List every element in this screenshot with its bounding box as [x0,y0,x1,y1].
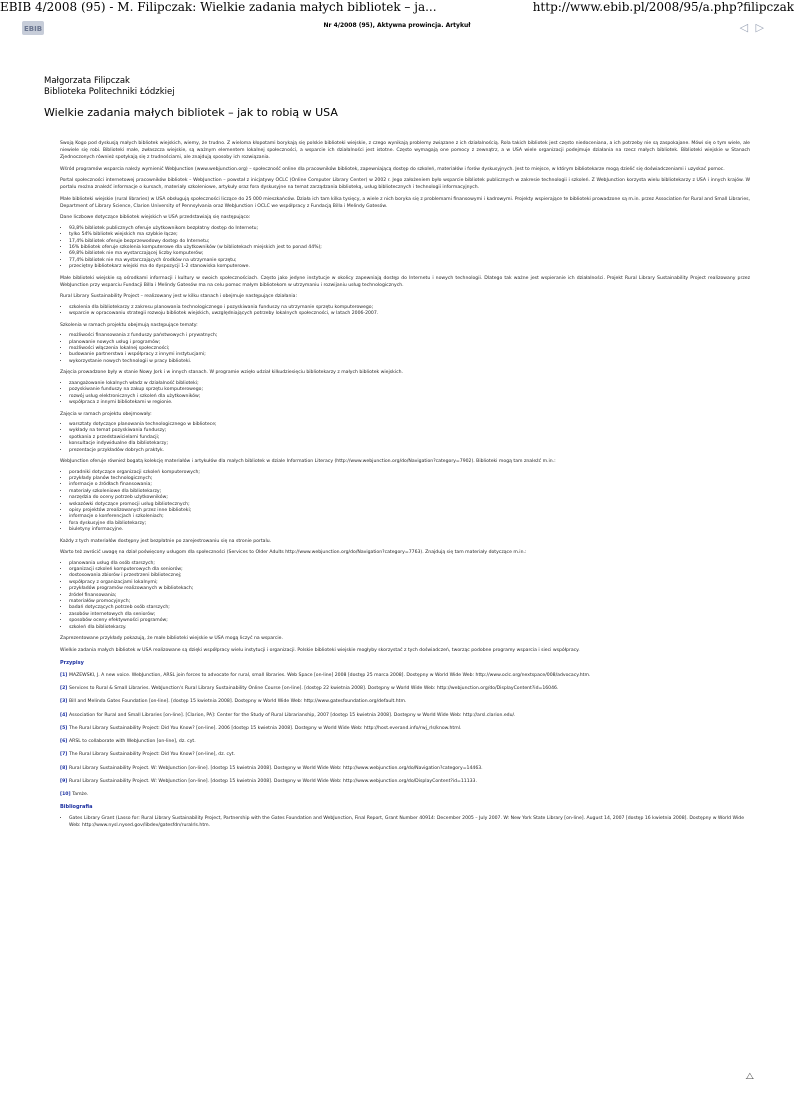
footnote-number[interactable]: [10] [60,791,73,797]
paragraph: Każdy z tych materiałów dostępny jest bezpłatnie po zarejestrowaniu się na stronie portalu. [60,538,272,544]
paragraph: Portal społeczności internetowej pracowników bibliotek – WebJunction – powstał z inicjatywy OCLC (Online Computer Library Center) w 2002 r. Jego założeniem było wsparcie bibliotek publicznych w zakresie technologii i szkoleń. Z WebJunction korzysta wielu bibliotekarzy z USA i innych krajów. W portalu można znaleźć informacje o kursach, materiały szkoleniowe, artykuły oraz fora dyskusyjne na temat zarządzania biblioteką, usług bibliotecznych i technologii informacyjnych. [60,178,750,191]
list-item: • przykładów programów realizowanych w bibliotekach; [69,586,750,592]
bullet-list [60,561,750,631]
bibliography-list [60,816,750,829]
list-item: • zasobów internetowych dla seniorów; [69,612,750,618]
footnote [60,751,750,758]
list-item: • współpracy z organizacjami lokalnymi; [69,580,750,586]
list-item: • prezentacje przykładów dobrych praktyk. [69,448,750,454]
print-header [0,0,794,18]
back-to-top-icon[interactable]: ⧍ [745,1072,754,1082]
list-item: • przykłady planów technologicznych; [69,476,750,482]
list-item: • badań dotyczących potrzeb osób starszych; [69,605,750,611]
list-item: • wykorzystanie nowych technologii w pracy biblioteki. [69,359,750,365]
list-item: • informacje o konferencjach i szkoleniach; [69,514,750,520]
footnote-text: Bill and Melinda Gates Foundation [on-line]. [dostęp 15 kwietnia 2008]. Dostępny w World Wide Web: http://www.gatesfoundation.org/default.htm. [69,699,407,705]
issue-line: Nr 4/2008 (95), Aktywna prowincja. Artykuł [323,22,471,29]
print-header-title: EBIB 4/2008 (95) - M. Filipczak: Wielkie zadania małych bibliotek – ja... [0,0,437,14]
footnote [60,765,750,772]
list-item: • wsparcie w opracowaniu strategii rozwoju bibliotek wiejskich, uwzględniających potrzeby lokalnych społeczności, w latach 2006-2007. [69,311,750,317]
footnote-number[interactable]: [9] [60,778,69,784]
list-item: • materiały szkoleniowe dla bibliotekarzy; [69,489,750,495]
footnotes-list [60,672,750,798]
bullet-list [60,381,750,407]
footnote-number[interactable]: [3] [60,699,69,705]
list-item: • informacje o źródłach finansowania; [69,482,750,488]
article-body [60,140,750,833]
paragraph: Zajęcia w ramach projektu obejmowały: [60,411,152,417]
bullet-list [60,470,750,534]
paragraph: Zaprezentowane przykłady pokazują, że małe biblioteki wiejskie w USA mogą liczyć na wsparcie. [60,636,283,642]
footnotes-heading: Przypisy [60,659,84,666]
list-item: • fora dyskusyjne dla bibliotekarzy; [69,521,750,527]
list-item: • szkoleń dla bibliotekarzy. [69,625,750,631]
list-item: • materiałów promocyjnych; [69,599,750,605]
list-item: • narzędzia do oceny potrzeb użytkowników; [69,495,750,501]
footnote-number[interactable]: [6] [60,739,69,745]
footnote-text: The Rural Library Sustainability Project: Did You Know? [on-line]. 2006 [dostęp 15 kwietnia 2008]. Dostępny w World Wide Web: http://host.everand.info/rwj_rls/know.html. [69,725,462,731]
footnote-text: ARSL to collaborate with WebJunction [on-line], dz. cyt. [69,739,196,745]
paragraph: Swoją Kogo pod dyskusją małych bibliotek wiejskich, wiemy, że trudno. Z wieloma kłopotami borykają się polskie biblioteki wiejskie, z czego wynikają problemy związane z ich działalnością. Rola takich bibliotek jest często niedoceniana, a ich potrzeby nie są zaspokajane. Mówi się o tym wiele, ale niewiele się robi. Biblioteki małe, zwłaszcza wiejskie, są ważnym elementem lokalnej społeczności, a wsparcie ich działalności jest istotne. Często wymagają one pomocy z zewnątrz, a w USA wiele organizacji podejmuje działania na rzecz małych bibliotek. Biblioteki wiejskie w Stanach Zjednoczonych również spotykają się z trudnościami, ale znajdują sposoby ich rozwiązania. [60,141,750,161]
footnote-text: MAZEWSKI, J. A new voice. WebJunction, ARSL join forces to advocate for rural, small libraries. Web Space [on-line] 2008 [dostęp 25 marca 2008]. Dostępny w World Wide Web: http://www.oclc.org/nextspace/008/advocacy.htm. [69,673,591,679]
list-item: • dostosowania zbiorów i przestrzeni bibliotecznej; [69,573,750,579]
paragraph: Rural Library Sustainability Project – realizowany jest w kilku stanach i obejmuje następujące działania: [60,294,298,300]
bullet-list [60,226,750,271]
footnote [60,685,750,692]
list-item: • warsztaty dotyczące planowania technologicznego w bibliotece; [69,422,750,428]
list-item: • 77,4% bibliotek nie ma wystarczających środków na utrzymanie sprzętu; [69,258,750,264]
footnote-text: Rural Library Sustainability Project. W: WebJunction [on-line]. [dostęp 15 kwietnia 2008]. Dostępny w World Wide Web: http://www.webjunction.org/do/Navigation?category=14463. [69,765,483,771]
list-item: • 16% bibliotek oferuje szkolenia komputerowe dla użytkowników (w bibliotekach miejskich jest to ponad 44%); [69,245,750,251]
bibliography-item: • Gates Library Grant (Lasso for: Rural Library Sustainability Project, Partnership with the Gates Foundation and WebJunction, Final Report, Grant Number 40914: December 2005 – July 2007. W: New York State Library [on-line]. August 14, 2007 [dostęp 16 kwietnia 2008]. Dostępny w World Wide Web: http://www.nysl.nysed.gov/libdev/gatesfdn/ruralrls.htm. [69,816,750,829]
list-item: • 69,8% bibliotek nie ma wystarczającej liczby komputerów; [69,251,750,257]
paragraph: Małe biblioteki wiejskie (rural libraries) w USA obsługują społeczności liczące do 25 000 mieszkańców. Działa ich tam kilka tysięcy, a wiele z nich boryka się z problemami finansowymi i kadrowymi. Projekty wspierające te biblioteki prowadzone są m.in. przez Association for Rural and Small Libraries, Department of Library Science, Clarion University of Pennsylvania oraz WebJunction i OCLC we współpracy z Fundacją Billa i Melindy Gatesów. [60,196,750,209]
footnote [60,738,750,745]
paragraph: Warto też zwrócić uwagę na dział poświęcony usługom dla społeczności (Services to Older Adults http://www.webjunction.org/do/Navigation?category=7763). Znajdują się tam materiały dotyczące m.in.: [60,550,527,556]
bullet-list [60,305,750,318]
footnote-text: Association for Rural and Small Libraries [on-line]. [Clarion, PA]: Center for the Study of Rural Librarianship, 2007 [dostęp 15 kwietnia 2008]. Dostępny w World Wide Web: http://arsl.clarion.edu/. [69,712,516,718]
list-item: • planowanie nowych usług i programów; [69,340,750,346]
list-item: • zaangażowanie lokalnych władz w działalność biblioteki; [69,381,750,387]
nav-bar [0,18,794,38]
paragraph: Małe biblioteki wiejskie są ośrodkami informacji i kultury w swoich społecznościach. Często jako jedyne instytucje w okolicy zapewniają dostęp do Internetu i nowych technologii. Dlatego tak ważne jest wspieranie ich działalności. Projekt Rural Library Sustainability Project realizowany przez WebJunction przy wsparciu Fundacji Billa i Melindy Gatesów ma na celu pomoc małym bibliotekom w utrzymaniu i rozwijaniu usług technologicznych. [60,275,750,288]
list-item: • poradniki dotyczące organizacji szkoleń komputerowych; [69,470,750,476]
paragraph: Wśród programów wsparcia należy wymienić WebJunction (www.webjunction.org) – społeczność online dla pracowników bibliotek, zapewniającą dostęp do szkoleń, materiałów i forów dyskusyjnych. Jest to miejsce, w którym bibliotekarze mogą dzielić się doświadczeniami i uzyskać pomoc. [60,166,725,172]
list-item: • spotkania z przedstawicielami fundacji; [69,435,750,441]
list-item: • opisy projektów zrealizowanych przez inne biblioteki; [69,508,750,514]
footnote [60,698,750,705]
list-item: • pozyskiwanie funduszy na zakup sprzętu komputerowego; [69,387,750,393]
list-item: • szkolenia dla bibliotekarzy z zakresu planowania technologicznego i pozyskiwania funduszy na utrzymanie sprzętu komputerowego; [69,305,750,311]
list-item: • budowanie partnerstwa i współpracy z innymi instytucjami; [69,352,750,358]
footnote-text: Tamże. [72,791,89,797]
bullet-list [60,422,750,454]
author-name: Małgorzata Filipczak [44,76,130,86]
footnote-number[interactable]: [5] [60,725,69,731]
svg-text:EBIB: EBIB [23,25,43,33]
list-item: • wskazówki dotyczące promocji usług bibliotecznych; [69,502,750,508]
footnote [60,672,750,679]
paragraph: Wielkie zadania małych bibliotek w USA realizowane są dzięki współpracy wielu instytucji i organizacji. Polskie biblioteki wiejskie mogłyby skorzystać z tych doświadczeń, tworząc podobne programy wsparcia i sieci współpracy. [60,647,580,653]
list-item: • możliwości włączenia lokalnej społeczności; [69,346,750,352]
paragraph: Szkolenia w ramach projektu obejmują następujące tematy: [60,322,198,328]
footnote [60,791,750,798]
article-title: Wielkie zadania małych bibliotek – jak to robią w USA [44,106,338,119]
footnote [60,725,750,732]
paragraph: WebJunction oferuje również bogatą kolekcję materiałów i artykułów dla małych bibliotek w dziale Information Literacy (http://www.webjunction.org/do/Navigation?category=7902). Biblioteki mogą tam znaleźć m.in.: [60,459,556,465]
paragraph: Zajęcia prowadzone były w stanie Nowy Jork i w innych stanach. W programie wzięło udział kilkudziesięciu bibliotekarzy z małych bibliotek wiejskich. [60,370,403,376]
prev-next-arrows-icon[interactable]: ◁ ▷ [739,21,766,34]
list-item: • wykłady na temat pozyskiwania funduszy; [69,428,750,434]
footnote-text: The Rural Library Sustainability Project: Did You Know? [on-line], dz. cyt. [69,752,236,758]
footnote-number[interactable]: [4] [60,712,69,718]
footnote [60,778,750,785]
list-item: • źródeł finansowania; [69,593,750,599]
bibliography-heading: Bibliografia [60,804,93,811]
list-item: • współpraca z innymi bibliotekami w regionie. [69,400,750,406]
paragraph: Dane liczbowe dotyczące bibliotek wiejskich w USA przedstawiają się następująco: [60,215,251,221]
bullet-list [60,333,750,365]
list-item: • organizacji szkoleń komputerowych dla seniorów; [69,567,750,573]
list-item: • planowania usług dla osób starszych; [69,561,750,567]
author-block [44,76,175,98]
footnote-number[interactable]: [2] [60,686,69,692]
footnote-text: Services to Rural & Small Libraries. WebJunction's Rural Library Sustainability Online Course [on-line]. [dostęp 22 kwietnia 2008]. Dostępny w World Wide Web: http://webjunction.org/do/DisplayContent?id=16046. [69,686,559,692]
list-item: • przeciętny bibliotekarz wiejski ma do dyspozycji 1-2 stanowiska komputerowe. [69,264,750,270]
list-item: • konsultacje indywidualne dla bibliotekarzy; [69,441,750,447]
list-item: • tylko 54% bibliotek wiejskich ma szybkie łącze; [69,232,750,238]
list-item: • 93,8% bibliotek publicznych oferuje użytkownikom bezpłatny dostęp do Internetu; [69,226,750,232]
footnote-text: Rural Library Sustainability Project. W: WebJunction [on-line]. [dostęp 15 kwietnia 2008]. Dostępny w World Wide Web: http://www.webjunction.org/do/DisplayContent?id=11133. [69,778,477,784]
list-item: • rozwój usług elektronicznych i szkoleń dla użytkowników; [69,394,750,400]
footnote-number[interactable]: [7] [60,752,69,758]
author-affiliation: Biblioteka Politechniki Łódzkiej [44,87,175,97]
list-item: • biuletyny informacyjne. [69,527,750,533]
list-item: • 17,4% bibliotek oferuje bezprzewodowy dostęp do Internetu; [69,239,750,245]
print-header-url: http://www.ebib.pl/2008/95/a.php?filipczak [532,0,794,14]
footnote [60,712,750,719]
list-item: • sposobów oceny efektywności programów; [69,618,750,624]
footnote-number[interactable]: [8] [60,765,69,771]
footnote-number[interactable]: [1] [60,673,69,679]
list-item: • możliwości finansowania z funduszy państwowych i prywatnych; [69,333,750,339]
